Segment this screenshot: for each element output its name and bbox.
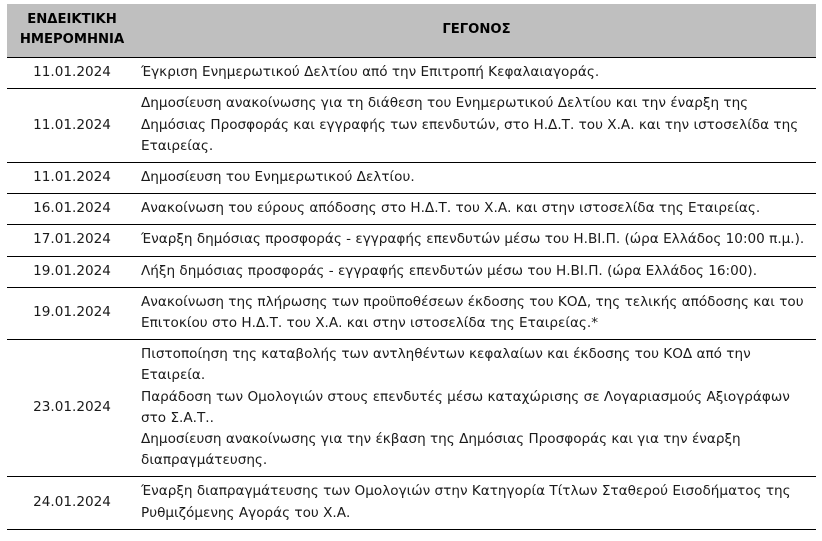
cell-event: Έναρξη διαπραγμάτευσης των Ομολογιών στην Κατηγορία Τίτλων Σταθερού Εισοδήματος της Ρυθμιζόμενης Αγοράς του Χ.Α. <box>137 477 816 529</box>
column-header-date <box>7 4 137 58</box>
cell-event-line: Δημοσίευση ανακοίνωσης για την έκβαση της Δημόσιας Προσφοράς και για την έναρξη διαπραγμάτευσης. <box>141 430 741 469</box>
cell-event-line: Παράδοση των Ομολογιών στους επενδυτές μέσω καταχώρισης σε Λογαριασμούς Αξιογράφων στο Σ.Α.Τ.. <box>141 388 790 426</box>
cell-event: Ανακοίνωση του εύρους απόδοσης στο Η.Δ.Τ. του Χ.Α. και στην ιστοσελίδα της Εταιρείας. <box>137 194 816 225</box>
cell-event-line: Πιστοποίηση της καταβολής των αντληθέντων κεφαλαίων και έκδοσης του ΚΟΔ από την Εταιρεία. <box>141 346 751 384</box>
cell-date: 11.01.2024 <box>7 162 137 193</box>
cell-date: 23.01.2024 <box>7 340 137 477</box>
column-header-event: ΓΕΓΟΝΟΣ <box>137 4 816 58</box>
table-row <box>7 477 816 529</box>
cell-event-multiline <box>137 340 816 477</box>
table-header <box>7 4 816 58</box>
cell-date: 19.01.2024 <box>7 256 137 287</box>
cell-event: Λήξη δημόσιας προσφοράς - εγγραφής επενδυτών μέσω του Η.ΒΙ.Π. (ώρα Ελλάδος 16:00). <box>137 256 816 287</box>
table-row <box>7 287 816 339</box>
cell-event: Δημοσίευση του Ενημερωτικού Δελτίου. <box>137 162 816 193</box>
column-header-date-line1: ΕΝΔΕΙΚΤΙΚΗ <box>27 12 117 27</box>
table-row <box>7 340 816 477</box>
table-row <box>7 89 816 163</box>
cell-date: 11.01.2024 <box>33 64 111 81</box>
table-body <box>7 58 816 530</box>
table-header-row <box>7 4 816 58</box>
cell-date: 16.01.2024 <box>7 194 137 225</box>
indicative-timetable-table <box>7 4 816 530</box>
table-row <box>7 256 816 287</box>
table-row <box>7 58 816 89</box>
table-row <box>7 194 816 225</box>
cell-date: 19.01.2024 <box>7 287 137 339</box>
cell-date: 11.01.2024 <box>7 89 137 163</box>
cell-date: 17.01.2024 <box>7 225 137 256</box>
cell-date: 24.01.2024 <box>7 477 137 529</box>
column-header-date-line2: ΗΜΕΡΟΜΗΝΙΑ <box>19 32 125 48</box>
table-row <box>7 225 816 256</box>
cell-event: Έναρξη δημόσιας προσφοράς - εγγραφής επενδυτών μέσω του Η.ΒΙ.Π. (ώρα Ελλάδος 10:00 π.μ.). <box>137 225 816 256</box>
table-row <box>7 162 816 193</box>
cell-event: Ανακοίνωση της πλήρωσης των προϋποθέσεων έκδοσης του ΚΟΔ, της τελικής απόδοσης και του Επιτοκίου στο Η.Δ.Τ. του Χ.Α. και στην ιστοσελίδα της Εταιρείας.* <box>137 287 816 339</box>
cell-event: Δημοσίευση ανακοίνωσης για τη διάθεση του Ενημερωτικού Δελτίου και την έναρξη της Δημόσιας Προσφοράς και εγγραφής των επενδυτών, στο Η.Δ.Τ. του Χ.Α. και την ιστοσελίδα της Εταιρείας. <box>137 89 816 163</box>
cell-event: Έγκριση Ενημερωτικού Δελτίου από την Επιτροπή Κεφαλαιαγοράς. <box>141 64 600 81</box>
